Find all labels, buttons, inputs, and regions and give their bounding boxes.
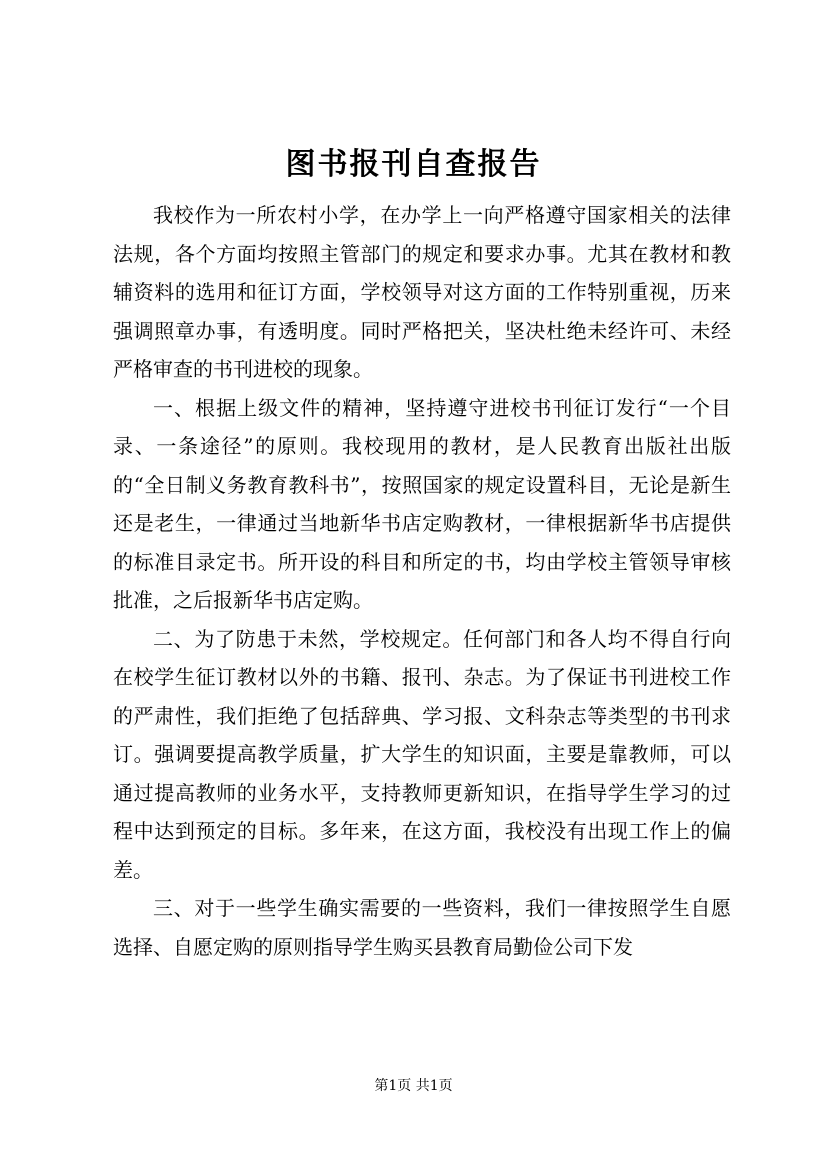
paragraph-section-2: 二、为了防患于未然，学校规定。任何部门和各人均不得自行向在校学生征订教材以外的书籍、报刊、杂志。为了保证书刊进校工作的严肃性，我们拒绝了包括辞典、学习报、文科杂志等类型的书刊求订。强调要提高教学质量，扩大学生的知识面，主要是靠教师，可以通过提高教师的业务水平，支持教师更新知识，在指导学生学习的过程中达到预定的目标。多年来，在这方面，我校没有出现工作上的偏差。 [113,626,731,882]
document-title: 图书报刊自查报告 [285,147,542,182]
paragraph-section-3: 三、对于一些学生确实需要的一些资料，我们一律按照学生自愿选择、自愿定购的原则指导学生购买县教育局勤俭公司下发 [113,896,731,959]
paragraph-intro: 我校作为一所农村小学，在办学上一向严格遵守国家相关的法律法规，各个方面均按照主管部门的规定和要求办事。尤其在教材和教辅资料的选用和征订方面，学校领导对这方面的工作特别重视，历来强调照章办事，有透明度。同时严格把关，坚决杜绝未经许可、未经严格审查的书刊进校的现象。 [113,203,731,381]
document-body [113,196,731,966]
page-footer: 第1页 共1页 [374,1078,453,1094]
paragraph-section-1: 一、根据上级文件的精神，坚持遵守进校书刊征订发行“一个目录、一条途径”的原则。我校现用的教材，是人民教育出版社出版的“全日制义务教育教科书”，按照国家的规定设置科目，无论是新生还是老生，一律通过当地新华书店定购教材，一律根据新华书店提供的标准目录定书。所开设的科目和所定的书，均由学校主管领导审核批准，之后报新华书店定购。 [113,395,731,612]
